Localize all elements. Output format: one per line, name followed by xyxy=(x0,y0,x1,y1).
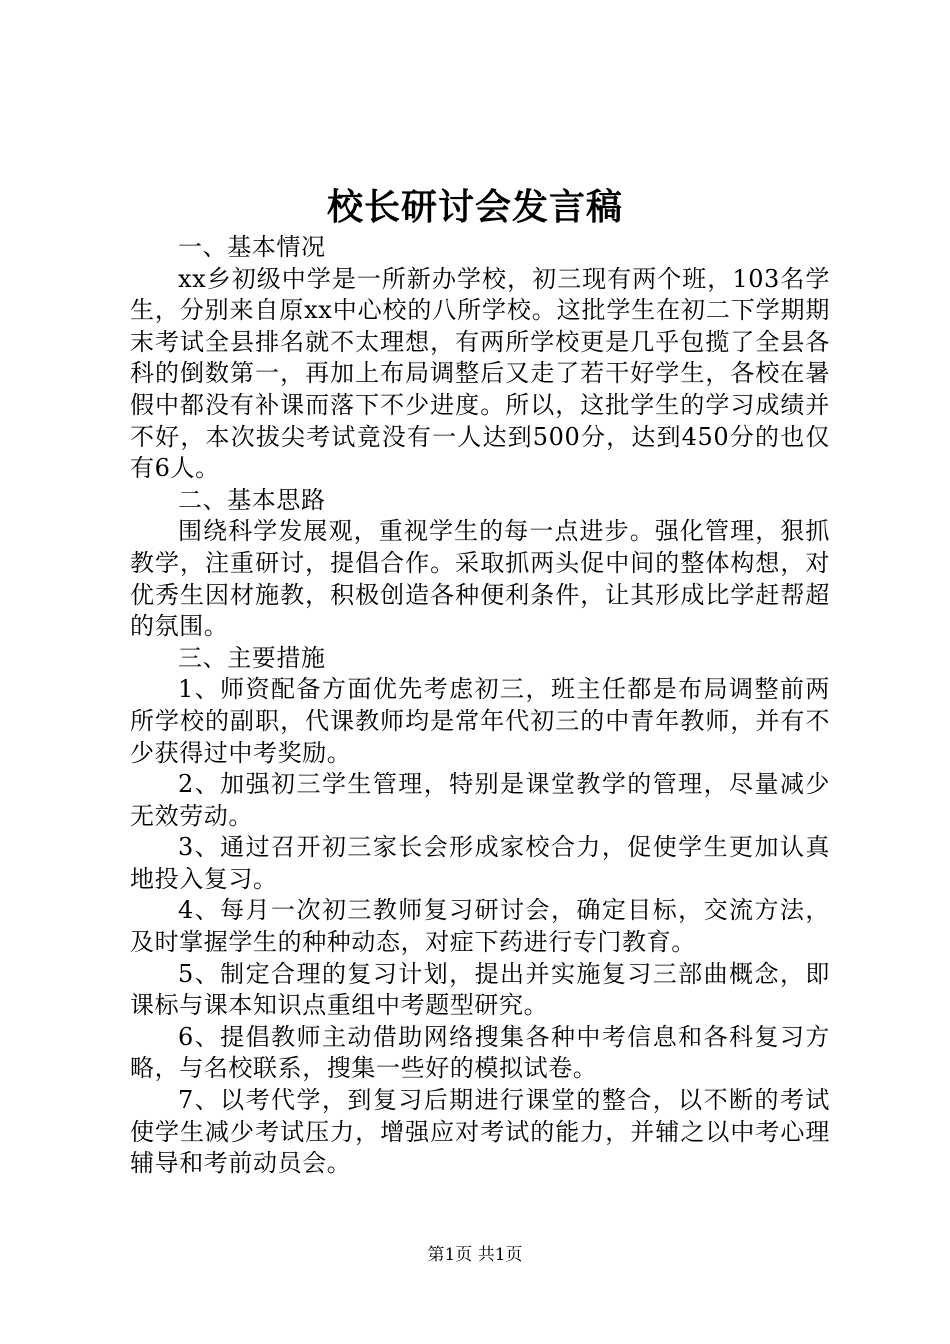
section-heading-basic-situation: 一、基本情况 xyxy=(178,233,326,261)
section-heading-basic-approach: 二、基本思路 xyxy=(178,485,326,514)
document-body xyxy=(130,232,830,1180)
measure-item-7: 7、以考代学，到复习后期进行课堂的整合，以不断的考试使学生减少考试压力，增强应对考试的能力，并辅之以中考心理辅导和考前动员会。 xyxy=(130,1086,830,1178)
page-number-footer: 第1页 共1页 xyxy=(427,1245,523,1265)
paragraph-basic-situation: xx乡初级中学是一所新办学校，初三现有两个班，103名学生，分别来自原xx中心校的八所学校。这批学生在初二下学期期末考试全县排名就不太理想，有两所学校更是几乎包揽了全县各科的倒数第一，再加上布局调整后又走了若干好学生，各校在暑假中都没有补课而落下不少进度。所以，这批学生的学习成绩并不好，本次拔尖考试竟没有一人达到500分，达到450分的也仅有6人。 xyxy=(130,264,830,483)
measure-item-4: 4、每月一次初三教师复习研讨会，确定目标，交流方法，及时掌握学生的种种动态，对症下药进行专门教育。 xyxy=(130,896,830,957)
section-heading-main-measures: 三、主要措施 xyxy=(178,643,326,672)
document-title: 校长研讨会发言稿 xyxy=(326,186,623,228)
measure-item-1: 1、师资配备方面优先考虑初三，班主任都是布局调整前两所学校的副职，代课教师均是常年代初三的中青年教师，并有不少获得过中考奖励。 xyxy=(130,675,830,767)
measure-item-3: 3、通过召开初三家长会形成家校合力，促使学生更加认真地投入复习。 xyxy=(130,833,830,893)
paragraph-basic-approach: 围绕科学发展观，重视学生的每一点进步。强化管理，狠抓教学，注重研讨，提倡合作。采取抓两头促中间的整体构想，对优秀生因材施教，积极创造各种便利条件，让其形成比学赶帮超的氛围。 xyxy=(130,517,830,641)
measure-item-2: 2、加强初三学生管理，特别是课堂教学的管理，尽量减少无效劳动。 xyxy=(130,770,830,830)
measure-item-6: 6、提倡教师主动借助网络搜集各种中考信息和各科复习方略，与名校联系，搜集一些好的模拟试卷。 xyxy=(130,1022,830,1083)
measure-item-5: 5、制定合理的复习计划，提出并实施复习三部曲概念，即课标与课本知识点重组中考题型研究。 xyxy=(130,959,830,1020)
